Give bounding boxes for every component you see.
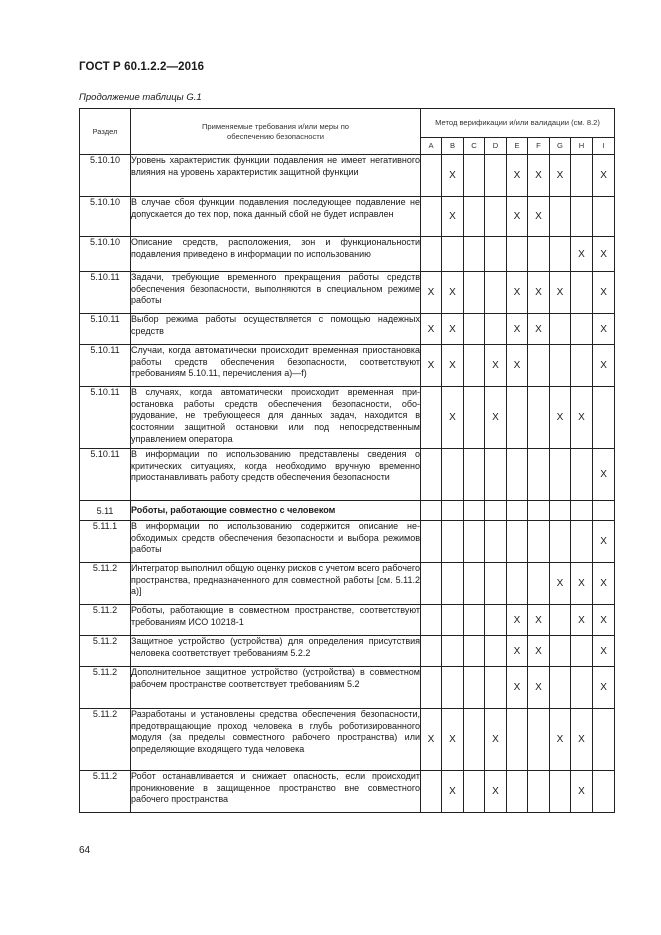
method-mark-e: X <box>507 636 528 667</box>
requirement-text: Робот останавливается и снижает опасность, если происходит проникновение в защищенное пространство вне совместного рабочего пространства <box>131 771 421 813</box>
method-mark-h: X <box>571 771 593 813</box>
requirement-text: Интегратор выполнил общую оценку рисков с учетом всего рабочего пространства, предназначенного для совместной работы [см. 5.11.2 а)] <box>131 563 421 605</box>
method-mark-f: X <box>528 272 550 314</box>
method-mark-i: X <box>593 272 615 314</box>
method-mark-h <box>571 636 593 667</box>
method-mark-b: X <box>442 387 464 449</box>
method-mark-a <box>421 449 442 501</box>
method-mark-h: X <box>571 709 593 771</box>
method-mark-g: X <box>550 155 571 197</box>
verification-table <box>79 108 615 813</box>
method-mark-c <box>464 636 485 667</box>
method-mark-h <box>571 272 593 314</box>
method-mark-c <box>464 272 485 314</box>
method-mark-i: X <box>593 636 615 667</box>
method-mark-g <box>550 345 571 387</box>
method-mark-e: X <box>507 605 528 636</box>
method-mark-e <box>507 501 528 521</box>
method-mark-c <box>464 709 485 771</box>
method-mark-b: X <box>442 771 464 813</box>
requirement-text: Задачи, требующие временного прекращения работы средств обеспечения безопасности, выполняются в специальном режиме работы <box>131 272 421 314</box>
method-mark-a <box>421 387 442 449</box>
method-mark-b: X <box>442 155 464 197</box>
method-mark-f: X <box>528 605 550 636</box>
method-mark-g <box>550 667 571 709</box>
section-number: 5.11.2 <box>80 605 131 636</box>
method-mark-c <box>464 345 485 387</box>
method-mark-a: X <box>421 345 442 387</box>
method-mark-e <box>507 387 528 449</box>
method-mark-i <box>593 709 615 771</box>
method-mark-f: X <box>528 197 550 237</box>
method-mark-f <box>528 521 550 563</box>
method-mark-a <box>421 521 442 563</box>
method-mark-h <box>571 667 593 709</box>
method-mark-a <box>421 155 442 197</box>
method-mark-d <box>485 563 507 605</box>
method-mark-i: X <box>593 155 615 197</box>
table-row <box>80 237 615 272</box>
method-mark-d: X <box>485 345 507 387</box>
method-mark-a <box>421 563 442 605</box>
method-mark-b: X <box>442 345 464 387</box>
method-mark-d <box>485 314 507 345</box>
table-row <box>80 155 615 197</box>
requirement-text: В случаях, когда автоматически происходит временная приостановка работы средств обеспечения безопасности, оборудование, не требующееся для данных задач, находится в состоянии защитной остановки или под непосредственным управлением оператора <box>131 387 421 449</box>
method-mark-b: X <box>442 197 464 237</box>
method-mark-b: X <box>442 709 464 771</box>
table-row <box>80 387 615 449</box>
method-mark-a <box>421 501 442 521</box>
method-mark-e: X <box>507 155 528 197</box>
method-mark-c <box>464 771 485 813</box>
method-mark-a <box>421 197 442 237</box>
method-mark-c <box>464 667 485 709</box>
method-mark-d <box>485 155 507 197</box>
method-mark-g <box>550 501 571 521</box>
method-letter: A <box>421 137 442 154</box>
section-number: 5.10.10 <box>80 197 131 237</box>
method-mark-a <box>421 667 442 709</box>
method-mark-d <box>485 237 507 272</box>
method-mark-b <box>442 667 464 709</box>
method-mark-h: X <box>571 387 593 449</box>
method-mark-d: X <box>485 709 507 771</box>
method-mark-i: X <box>593 345 615 387</box>
method-mark-e: X <box>507 667 528 709</box>
method-mark-d <box>485 667 507 709</box>
method-mark-e <box>507 521 528 563</box>
method-mark-g <box>550 197 571 237</box>
method-mark-d <box>485 272 507 314</box>
table-row <box>80 314 615 345</box>
section-number: 5.11.2 <box>80 636 131 667</box>
method-mark-h <box>571 197 593 237</box>
method-mark-d <box>485 197 507 237</box>
requirement-text: Выбор режима работы осуществляется с помощью надежных средств <box>131 314 421 345</box>
section-number: 5.11.2 <box>80 667 131 709</box>
method-column-header: Метод верификации и/или валидации (см. 8.2) <box>421 109 615 138</box>
table-header-row <box>80 109 615 138</box>
method-mark-g <box>550 521 571 563</box>
method-mark-i <box>593 501 615 521</box>
method-mark-f <box>528 501 550 521</box>
section-number: 5.11.1 <box>80 521 131 563</box>
method-mark-c <box>464 387 485 449</box>
method-letter: F <box>528 137 550 154</box>
method-mark-e <box>507 771 528 813</box>
method-mark-f: X <box>528 667 550 709</box>
method-mark-h: X <box>571 563 593 605</box>
method-mark-e <box>507 563 528 605</box>
table-row <box>80 709 615 771</box>
method-mark-g: X <box>550 709 571 771</box>
method-mark-g: X <box>550 387 571 449</box>
method-letter: D <box>485 137 507 154</box>
requirement-text: Уровень характеристик функции подавления не имеет негативного влияния на уровень характеристик защитной функции <box>131 155 421 197</box>
method-mark-f <box>528 449 550 501</box>
method-mark-c <box>464 501 485 521</box>
method-mark-e <box>507 709 528 771</box>
method-letter: B <box>442 137 464 154</box>
section-number: 5.10.11 <box>80 387 131 449</box>
method-mark-e <box>507 449 528 501</box>
requirement-text: Роботы, работающие в совместном пространстве, соответствуют требованиям ИСО 10218-1 <box>131 605 421 636</box>
section-number: 5.11 <box>80 501 131 521</box>
requirement-text: Дополнительное защитное устройство (устройства) в совместном рабочем пространстве соответствует требованиям 5.2 <box>131 667 421 709</box>
method-mark-e <box>507 237 528 272</box>
table-body <box>80 155 615 813</box>
method-mark-g: X <box>550 272 571 314</box>
method-mark-h: X <box>571 237 593 272</box>
method-letter: C <box>464 137 485 154</box>
method-mark-h <box>571 501 593 521</box>
method-mark-i: X <box>593 449 615 501</box>
method-mark-c <box>464 449 485 501</box>
table-row <box>80 563 615 605</box>
method-mark-f: X <box>528 155 550 197</box>
table-row <box>80 197 615 237</box>
method-mark-c <box>464 237 485 272</box>
section-number: 5.10.11 <box>80 345 131 387</box>
table-row <box>80 449 615 501</box>
method-mark-b <box>442 605 464 636</box>
method-mark-g <box>550 314 571 345</box>
table-row <box>80 667 615 709</box>
method-mark-f: X <box>528 636 550 667</box>
method-mark-b <box>442 521 464 563</box>
method-mark-b <box>442 501 464 521</box>
method-mark-f <box>528 345 550 387</box>
method-mark-d: X <box>485 387 507 449</box>
method-mark-d: X <box>485 771 507 813</box>
table-row <box>80 501 615 521</box>
section-number: 5.11.2 <box>80 771 131 813</box>
method-letter: G <box>550 137 571 154</box>
section-number: 5.11.2 <box>80 709 131 771</box>
method-mark-g <box>550 449 571 501</box>
method-mark-d <box>485 449 507 501</box>
requirement-text: Случаи, когда автоматически происходит временная приостановка работы средств обеспечения безопасности, соответствуют требованиям 5.10.11, перечисления а)—f) <box>131 345 421 387</box>
method-mark-c <box>464 521 485 563</box>
section-column-header: Раздел <box>80 109 131 155</box>
method-mark-a <box>421 237 442 272</box>
section-number: 5.10.10 <box>80 155 131 197</box>
method-mark-b <box>442 449 464 501</box>
method-mark-i: X <box>593 605 615 636</box>
method-mark-b <box>442 636 464 667</box>
method-mark-a: X <box>421 709 442 771</box>
table-row <box>80 771 615 813</box>
method-mark-f <box>528 709 550 771</box>
method-mark-c <box>464 155 485 197</box>
method-mark-e: X <box>507 272 528 314</box>
method-mark-i: X <box>593 521 615 563</box>
method-mark-h <box>571 314 593 345</box>
method-mark-c <box>464 314 485 345</box>
method-mark-a: X <box>421 272 442 314</box>
subsection-title: Роботы, работающие совместно с человеком <box>131 501 421 521</box>
method-mark-h <box>571 521 593 563</box>
table-row <box>80 605 615 636</box>
method-mark-i: X <box>593 314 615 345</box>
table-row <box>80 636 615 667</box>
method-mark-d <box>485 501 507 521</box>
section-number: 5.10.10 <box>80 237 131 272</box>
method-mark-a <box>421 605 442 636</box>
method-mark-e: X <box>507 197 528 237</box>
document-header: ГОСТ Р 60.1.2.2—2016 <box>79 61 205 73</box>
requirement-column-header: Применяемые требования и/или меры по обеспечению безопасности <box>131 109 421 155</box>
method-mark-g <box>550 636 571 667</box>
method-mark-d <box>485 521 507 563</box>
table-row <box>80 521 615 563</box>
method-mark-b: X <box>442 272 464 314</box>
method-mark-c <box>464 197 485 237</box>
method-mark-e: X <box>507 314 528 345</box>
method-mark-f <box>528 387 550 449</box>
method-mark-h <box>571 345 593 387</box>
method-mark-d <box>485 605 507 636</box>
method-mark-d <box>485 636 507 667</box>
method-mark-b: X <box>442 314 464 345</box>
page-number: 64 <box>79 845 91 856</box>
table-row <box>80 345 615 387</box>
method-mark-i <box>593 197 615 237</box>
method-letter: H <box>571 137 593 154</box>
method-mark-g <box>550 237 571 272</box>
method-mark-f <box>528 771 550 813</box>
table-caption: Продолжение таблицы G.1 <box>79 92 202 103</box>
requirement-text: Защитное устройство (устройства) для определения присутствия человека соответствует требованиям 5.2.2 <box>131 636 421 667</box>
requirement-text: В информации по использованию содержится описание необходимых средств обеспечения безопасности и выбора режимов работы <box>131 521 421 563</box>
method-mark-a <box>421 771 442 813</box>
section-number: 5.10.11 <box>80 272 131 314</box>
method-mark-f <box>528 563 550 605</box>
requirement-text: В информации по использованию представлены сведения о критических ситуациях, когда необходимо вручную временно приостанавливать работу средств обеспечения безопасности <box>131 449 421 501</box>
method-mark-e: X <box>507 345 528 387</box>
section-number: 5.10.11 <box>80 314 131 345</box>
method-mark-i: X <box>593 237 615 272</box>
method-mark-i <box>593 771 615 813</box>
method-mark-i: X <box>593 563 615 605</box>
method-mark-f <box>528 237 550 272</box>
method-mark-c <box>464 563 485 605</box>
method-mark-g <box>550 605 571 636</box>
method-letter: I <box>593 137 615 154</box>
method-mark-h <box>571 449 593 501</box>
method-mark-b <box>442 237 464 272</box>
table-row <box>80 272 615 314</box>
method-mark-c <box>464 605 485 636</box>
method-mark-i <box>593 387 615 449</box>
method-mark-f: X <box>528 314 550 345</box>
method-letter: E <box>507 137 528 154</box>
method-mark-a <box>421 636 442 667</box>
method-mark-b <box>442 563 464 605</box>
method-mark-h: X <box>571 605 593 636</box>
requirement-text: В случае сбоя функции подавления последующее подавление не допускается до тех пор, пока данный сбой не будет исправлен <box>131 197 421 237</box>
section-number: 5.10.11 <box>80 449 131 501</box>
requirement-text: Описание средств, расположения, зон и функциональности подавления приведено в информации по использованию <box>131 237 421 272</box>
method-mark-h <box>571 155 593 197</box>
requirement-text: Разработаны и установлены средства обеспечения безопасности, предотвращающие проход человека в глубь роботизированного модуля (за пределы совместного рабочего пространства) или определяющие входящего туда человека <box>131 709 421 771</box>
method-mark-i: X <box>593 667 615 709</box>
section-number: 5.11.2 <box>80 563 131 605</box>
method-mark-a: X <box>421 314 442 345</box>
method-mark-g: X <box>550 563 571 605</box>
method-mark-g <box>550 771 571 813</box>
